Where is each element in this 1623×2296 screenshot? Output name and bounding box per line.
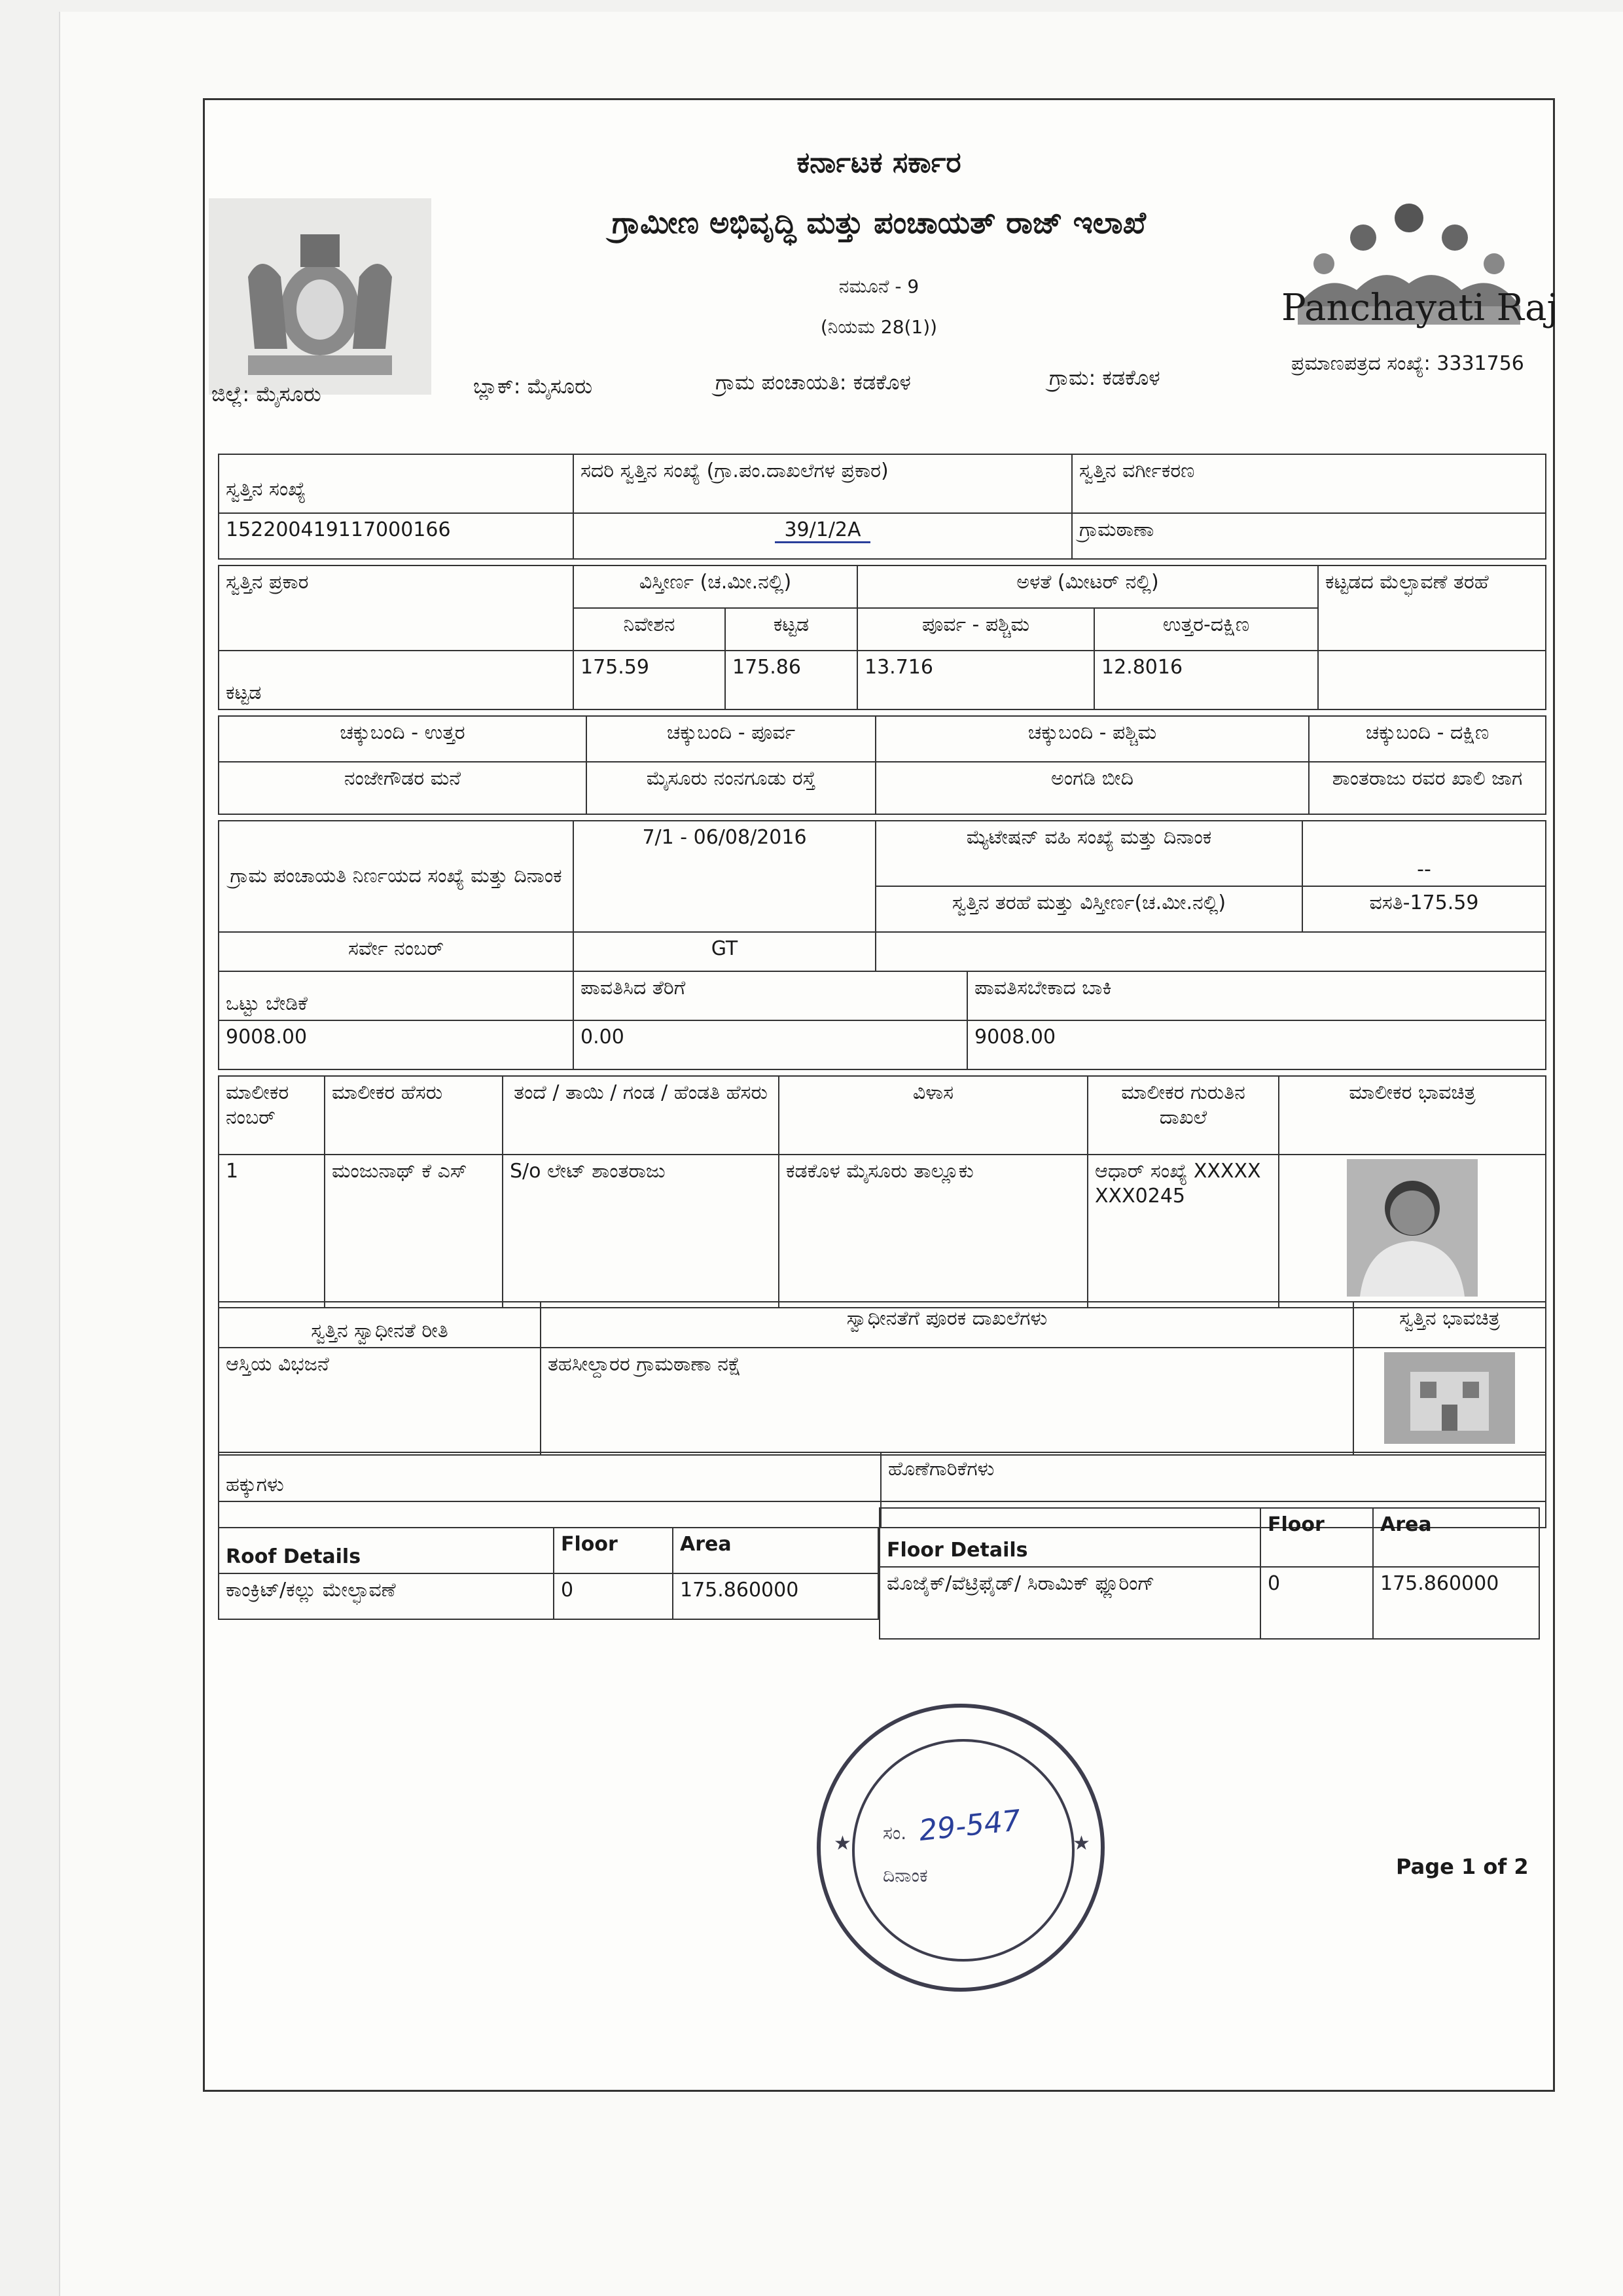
roof-details-title: Roof Details	[219, 1528, 554, 1573]
ownership-mode-value: ಆಸ್ತಿಯ ವಿಭಜನೆ	[219, 1348, 541, 1455]
owner-no: 1	[219, 1155, 325, 1308]
property-photo-label: ಸ್ವತ್ತಿನ ಭಾವಚಿತ್ರ	[1353, 1302, 1546, 1348]
west-boundary-value: ಅಂಗಡಿ ಬೀದಿ	[876, 762, 1309, 814]
decision-value: 7/1 - 06/08/2016	[573, 821, 876, 932]
id-doc-label: ಮಾಲೀಕರ ಗುರುತಿನ ದಾಖಲೆ	[1088, 1076, 1279, 1155]
state-govt-title: ಕರ್ನಾಟಕ ಸರ್ಕಾರ	[796, 146, 961, 179]
classification-value: ಗ್ರಾಮಠಾಣಾ	[1072, 513, 1546, 559]
balance-label: ಪಾವತಿಸಬೇಕಾದ ಬಾಕಿ	[967, 971, 1546, 1020]
department-title: ಗ್ರಾಮೀಣ ಅಭಿವೃದ್ಧಿ ಮತ್ತು ಪಂಚಾಯತ್ ರಾಜ್ ಇಲಾಖೆ	[612, 205, 1146, 240]
east-west-label: ಪೂರ್ವ - ಪಶ್ಚಿಮ	[857, 608, 1094, 651]
building-label: ಕಟ್ಟಡ	[725, 608, 857, 651]
block: ಬ್ಲಾಕ್: ಮೈಸೂರು	[473, 374, 593, 399]
north-boundary-label: ಚಕ್ಕುಬಂದಿ - ಉತ್ತರ	[219, 716, 586, 762]
district: ಜಿಲ್ಲೆ: ಮೈಸೂರು	[211, 382, 321, 406]
dimension-label: ಅಳತೆ (ಮೀಟರ್ ನಲ್ಲಿ)	[857, 565, 1318, 608]
mutation-label: ಮ್ಯೆಟೇಷನ್ ವಹಿ ಸಂಖ್ಯೆ ಮತ್ತು ದಿನಾಂಕ	[876, 821, 1302, 886]
old-number-value: 39/1/2A	[775, 518, 870, 543]
floor-area-value: 175.860000	[1373, 1567, 1539, 1639]
roof-type-label: ಕಟ್ಟಡದ ಮೆಲ್ಛಾವಣೆ ತರಹೆ	[1318, 565, 1546, 651]
classification-label: ಸ್ವತ್ತಿನ ವರ್ಗೀಕರಣ	[1072, 454, 1546, 513]
survey-label: ಸರ್ವೇ ನಂಬರ್	[219, 932, 573, 971]
demand-value: 9008.00	[219, 1020, 573, 1069]
decision-label: ಗ್ರಾಮ ಪಂಚಾಯತಿ ನಿರ್ಣಯದ ಸಂಖ್ಯೆ ಮತ್ತು ದಿನಾಂಕ	[219, 821, 573, 932]
ownership-table	[218, 1301, 1546, 1456]
gram-panchayat: ಗ್ರಾಮ ಪಂಚಾಯತಿ: ಕಡಕೊಳ	[715, 370, 911, 395]
north-south-label: ಉತ್ತರ-ದಕ್ಷಿಣ	[1094, 608, 1318, 651]
paid-label: ಪಾವತಿಸಿದ ತೆರಿಗೆ	[573, 971, 967, 1020]
owner-photo-label: ಮಾಲೀಕರ ಭಾವಚಿತ್ರ	[1279, 1076, 1546, 1155]
seal-no-prefix: ಸಂ.	[883, 1822, 907, 1844]
owner-id-doc: ಆಧಾರ್ ಸಂಖ್ಯೆ XXXXXXXX0245	[1088, 1155, 1279, 1308]
seal-number: 29-547	[917, 1803, 1023, 1848]
east-west-value: 13.716	[857, 651, 1094, 709]
south-boundary-label: ಚಕ್ಕುಬಂದಿ - ದಕ್ಷಿಣ	[1309, 716, 1546, 762]
decision-table	[218, 820, 1546, 972]
balance-value: 9008.00	[967, 1020, 1546, 1069]
roof-details-table	[218, 1527, 879, 1620]
seal-star-icon: ★	[1073, 1832, 1090, 1855]
floor-floor-value: 0	[1260, 1567, 1373, 1639]
seal-date-prefix: ದಿನಾಂಕ	[883, 1865, 928, 1886]
mutation-value: --	[1302, 821, 1546, 886]
roof-area-value: 175.860000	[673, 1573, 878, 1619]
property-photo-icon	[1384, 1352, 1515, 1444]
ownership-docs-label: ಸ್ವಾಧೀನತೆಗೆ ಪೂರಕ ದಾಖಲೆಗಳು	[541, 1302, 1353, 1348]
owner-relation: S/o ಲೇಟ್ ಶಾಂತರಾಜು	[503, 1155, 779, 1308]
ownership-docs-value: ತಹಸೀಲ್ದಾರರ ಗ್ರಾಮಠಾಣಾ ನಕ್ಷೆ	[541, 1348, 1353, 1455]
certificate-frame	[203, 98, 1558, 2092]
property-id-table	[218, 454, 1546, 560]
site-label: ನಿವೇಶನ	[573, 608, 725, 651]
east-boundary-value: ಮೈಸೂರು ನಂನಗೂಡು ರಸ್ತೆ	[586, 762, 876, 814]
property-type-label: ಸ್ವತ್ತಿನ ಪ್ರಕಾರ	[219, 565, 573, 651]
floor-area-label: Area	[1373, 1508, 1539, 1567]
floor-details-table	[879, 1507, 1540, 1640]
demand-label: ಒಟ್ಟು ಬೇಡಿಕೆ	[219, 971, 573, 1020]
owner-name-label: ಮಾಲೀಕರ ಹೆಸರು	[325, 1076, 503, 1155]
form-number: ನಮೂನೆ - 9	[838, 276, 919, 297]
south-boundary-value: ಶಾಂತರಾಜು ರವರ ಖಾಲಿ ಜಾಗ	[1309, 762, 1546, 814]
usage-value: ವಸತಿ-175.59	[1302, 886, 1546, 932]
roof-floor-label: Floor	[554, 1528, 673, 1573]
village: ಗ್ರಾಮ: ಕಡಕೊಳ	[1049, 365, 1160, 390]
certificate-number: ಪ್ರಮಾಣಪತ್ರದ ಸಂಖ್ಯೆ: 3331756	[1291, 352, 1524, 375]
seal-star-icon: ★	[834, 1832, 851, 1855]
property-id-label: ಸ್ವತ್ತಿನ ಸಂಖ್ಯೆ	[226, 478, 306, 501]
logo-text: Panchayati Raj	[1281, 287, 1558, 329]
owner-name: ಮಂಜುನಾಥ್ ಕೆ ಎಸ್	[325, 1155, 503, 1308]
north-south-value: 12.8016	[1094, 651, 1318, 709]
floor-details-title: Floor Details	[880, 1508, 1260, 1567]
owner-photo-icon	[1347, 1159, 1478, 1297]
survey-value: GT	[573, 932, 876, 971]
north-boundary-value: ನಂಜೇಗೌಡರ ಮನೆ	[219, 762, 586, 814]
liabilities-label: ಹೊಣೆಗಾರಿಕೆಗಳು	[881, 1452, 1546, 1501]
east-boundary-label: ಚಕ್ಕುಬಂದಿ - ಪೂರ್ವ	[586, 716, 876, 762]
roof-area-label: Area	[673, 1528, 878, 1573]
building-area-value: 175.86	[725, 651, 857, 709]
roof-type-value: ಕಾಂಕ್ರಿಟ್/ಕಲ್ಲು ಮೇಲ್ಛಾವಣೆ	[219, 1573, 554, 1619]
area-label: ವಿಸ್ತೀರ್ಣ (ಚ.ಮೀ.ನಲ್ಲಿ)	[573, 565, 857, 608]
official-seal	[817, 1704, 1105, 1992]
address-label: ವಿಳಾಸ	[779, 1076, 1088, 1155]
rule-number: (ನಿಯಮ 28(1))	[820, 316, 938, 338]
west-boundary-label: ಚಕ್ಕುಬಂದಿ - ಪಶ್ಚಿಮ	[876, 716, 1309, 762]
property-id-value: 152200419117000166	[219, 513, 573, 559]
property-type-value: ಕಟ್ಟಡ	[219, 651, 573, 709]
floor-type-value: ಮೊಜೈಕ್/ವೆಟ್ರಿಫೈಡ್/ ಸಿರಾಮಿಕ್ ಫ್ಲೂರಿಂಗ್	[880, 1567, 1260, 1639]
boundaries-table	[218, 715, 1546, 815]
page-number: Page 1 of 2	[1396, 1854, 1529, 1879]
property-dimension-table	[218, 565, 1546, 710]
floor-floor-label: Floor	[1260, 1508, 1373, 1567]
site-area-value: 175.59	[573, 651, 725, 709]
rights-label: ಹಕ್ಕುಗಳು	[219, 1452, 881, 1501]
owner-no-label: ಮಾಲೀಕರ ನಂಬರ್	[219, 1076, 325, 1155]
paid-value: 0.00	[573, 1020, 967, 1069]
tax-table	[218, 971, 1546, 1070]
old-number-label: ಸದರಿ ಸ್ವತ್ತಿನ ಸಂಖ್ಯೆ (ಗ್ರಾ.ಪಂ.ದಾಖಲೆಗಳ ಪ್ರಕಾರ)	[573, 454, 1072, 513]
relation-label: ತಂದೆ / ತಾಯಿ / ಗಂಡ / ಹೆಂಡತಿ ಹೆಸರು	[503, 1076, 779, 1155]
owner-address: ಕಡಕೊಳ ಮೈಸೂರು ತಾಲ್ಲೂಕು	[779, 1155, 1088, 1308]
usage-label: ಸ್ವತ್ತಿನ ತರಹೆ ಮತ್ತು ವಿಸ್ತೀರ್ಣ(ಚ.ಮೀ.ನಲ್ಲಿ)	[876, 886, 1302, 932]
owner-table	[218, 1075, 1546, 1308]
roof-floor-value: 0	[554, 1573, 673, 1619]
ownership-mode-label: ಸ್ವತ್ತಿನ ಸ್ವಾಧೀನತೆ ರೀತಿ	[219, 1302, 541, 1348]
